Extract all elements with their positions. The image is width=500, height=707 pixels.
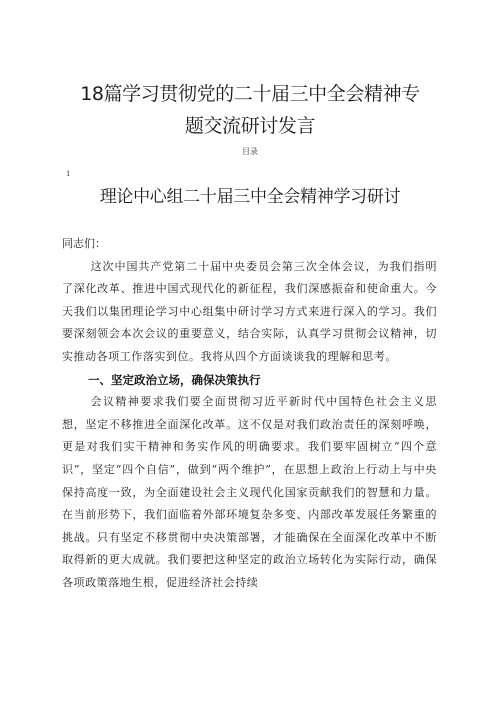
document-title-line-2: 题交流研讨发言 (184, 115, 316, 137)
toc-label: 目录 (242, 147, 258, 156)
document-title (40, 78, 460, 142)
paragraph-intro: 这次中国共产党第二十届中央委员会第三次全体会议，为我们指明了深化改革、推进中国式现代化的新征程，我们深感振奋和使命重大。今天我们以集团理论学习中心组集中研讨学习方式来进行深入的学习。我们要深刻领会本次会议的重要意义，结合实际，认真学习贯彻会议精神，切实推动各项工作落实到位。我将从四个方面谈谈我的理解和思考。 (62, 259, 437, 363)
heading-political-stance: 一、坚定政治立场，确保决策执行 (88, 372, 261, 387)
section-title: 理论中心组二十届三中全会精神学习研讨 (99, 187, 401, 207)
paragraph-political-stance: 会议精神要求我们要全面贯彻习近平新时代中国特色社会主义思想，坚定不移推进全面深化改革。这不仅是对我们政治责任的深刻呼唤，更是对我们实干精神和务实作风的明确要求。我们要牢固树立“四个意识”，坚定“四个自信”，做到“两个维护”，在思想上政治上行动上与中央保持高度一致，为全面建设社会主义现代化国家贡献我们的智慧和力量。在当前形势下，我们面临着外部环境复杂多变、内部改革发展任务繁重的挑战。只有坚定不移贯彻中央决策部署，才能确保在全面深化改革中不断取得新的更大成就。我们要把这种坚定的政治立场转化为实际行动，确保各项政策落地生根，促进经济社会持续 (62, 395, 437, 589)
page-number-mark: 1 (66, 170, 71, 178)
document-body (62, 233, 437, 595)
salutation: 同志们： (62, 237, 106, 250)
document-title-line-1: 18篇学习贯彻党的二十届三中全会精神专 (80, 83, 420, 105)
